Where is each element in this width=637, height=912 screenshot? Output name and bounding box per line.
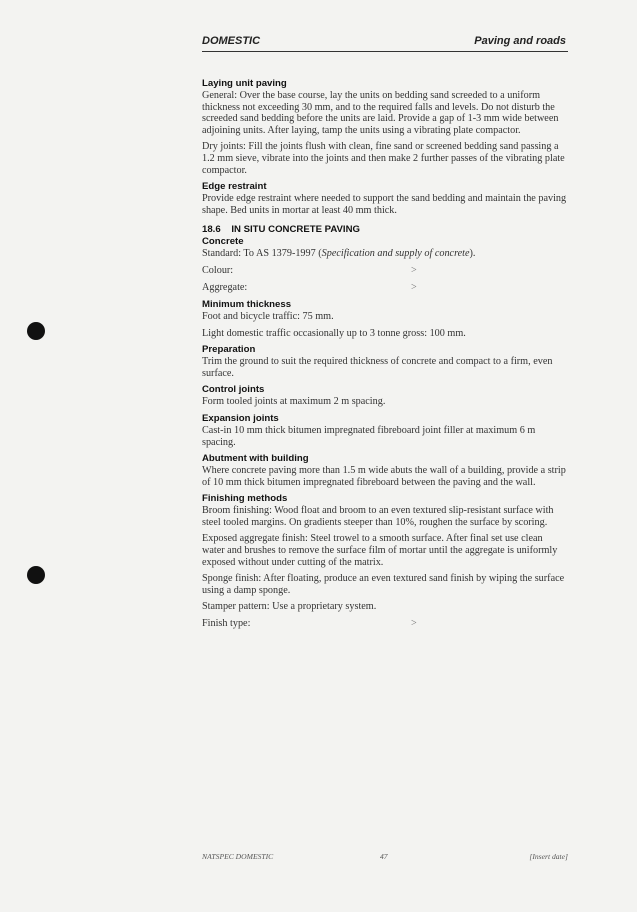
heading-concrete: Concrete	[202, 236, 244, 248]
standard-title: Specification and supply of concrete	[321, 248, 470, 260]
header-section-title: Paving and roads	[474, 35, 566, 47]
row-colour	[202, 265, 567, 277]
paragraph-dry-joints: Dry joints: Fill the joints flush with clean, fine sand or screened bedding sand passing a 1.2 mm sieve, vibrate into the joints and then make 2 further passes of the vibrating plate compactor.	[202, 141, 565, 176]
row-finish-type	[202, 618, 567, 630]
heading-minimum-thickness: Minimum thickness	[202, 298, 292, 310]
colour-insert-marker: >	[411, 264, 417, 276]
paragraph-foot-bicycle: Foot and bicycle traffic: 75 mm.	[202, 310, 334, 322]
paragraph-control-joints: Form tooled joints at maximum 2 m spacing.	[202, 396, 386, 408]
heading-finishing-methods: Finishing methods	[202, 493, 288, 505]
aggregate-insert-marker: >	[411, 281, 417, 293]
paragraph-edge-restraint: Provide edge restraint where needed to support the sand bedding and maintain the paving shape. Bed units in mortar at least 40 mm thick.	[202, 193, 567, 216]
footer-page-number: 47	[380, 852, 388, 861]
page-body	[202, 78, 567, 635]
paragraph-stamper-pattern: Stamper pattern: Use a proprietary system.	[202, 601, 377, 613]
header-document-title: DOMESTIC	[202, 35, 261, 47]
page-header	[202, 35, 568, 52]
standard-prefix: Standard: To AS 1379-1997 (	[202, 248, 322, 260]
paragraph-light-domestic: Light domestic traffic occasionally up to 3 tonne gross: 100 mm.	[202, 327, 466, 339]
paragraph-exposed-aggregate: Exposed aggregate finish: Steel trowel to a smooth surface. After final set use clean water and brushes to remove the surface film of mortar until the aggregate is uniformly exposed without under cutting of the matrix.	[202, 533, 558, 568]
page-footer	[202, 852, 568, 864]
footer-publisher: NATSPEC DOMESTIC	[202, 852, 274, 861]
paragraph-sponge-finish: Sponge finish: After floating, produce an even textured sand finish by wiping the surface using a damp sponge.	[202, 573, 565, 596]
heading-expansion-joints: Expansion joints	[202, 412, 279, 424]
heading-laying-unit-paving: Laying unit paving	[202, 78, 287, 89]
section-number: 18.6	[202, 224, 221, 236]
paragraph-broom-finishing: Broom finishing: Wood float and broom to an even textured slip-resistant surface with steel tooled margins. On gradients steeper than 10%, roughen the surface by scoring.	[202, 505, 554, 528]
finish-type-insert-marker: >	[411, 618, 417, 630]
paragraph-expansion-joints: Cast-in 10 mm thick bitumen impregnated fibreboard joint filler at maximum 6 m spacing.	[202, 424, 536, 448]
finish-type-label: Finish type:	[202, 618, 251, 630]
paragraph-concrete-standard	[202, 248, 567, 260]
heading-preparation: Preparation	[202, 344, 256, 356]
binder-hole-top	[27, 322, 45, 340]
section-title: IN SITU CONCRETE PAVING	[231, 224, 360, 236]
row-aggregate	[202, 282, 567, 294]
paragraph-abutment: Where concrete paving more than 1.5 m wide abuts the wall of a building, provide a strip of 10 mm thick bitumen impregnated fibreboard between the paving and the wall.	[202, 465, 566, 488]
aggregate-label: Aggregate:	[202, 281, 248, 293]
heading-edge-restraint: Edge restraint	[202, 181, 267, 193]
heading-control-joints: Control joints	[202, 384, 265, 396]
paragraph-preparation: Trim the ground to suit the required thickness of concrete and compact to a firm, even surface.	[202, 356, 553, 379]
standard-suffix: ).	[469, 248, 476, 260]
section-heading-18-6	[202, 224, 567, 236]
footer-date: [Insert date]	[529, 852, 568, 861]
paragraph-laying-general: General: Over the base course, lay the units on bedding sand screeded to a uniform thickness not exceeding 30 mm, and to the required falls and levels. Do not disturb the screeded sand bedding before the units are laid. Provide a gap of 1-3 mm wide between adjoining units. After laying, tamp the units using a vibrating plate compactor.	[202, 90, 559, 136]
colour-label: Colour:	[202, 264, 234, 276]
heading-abutment: Abutment with building	[202, 453, 309, 465]
binder-hole-bottom	[27, 566, 45, 584]
